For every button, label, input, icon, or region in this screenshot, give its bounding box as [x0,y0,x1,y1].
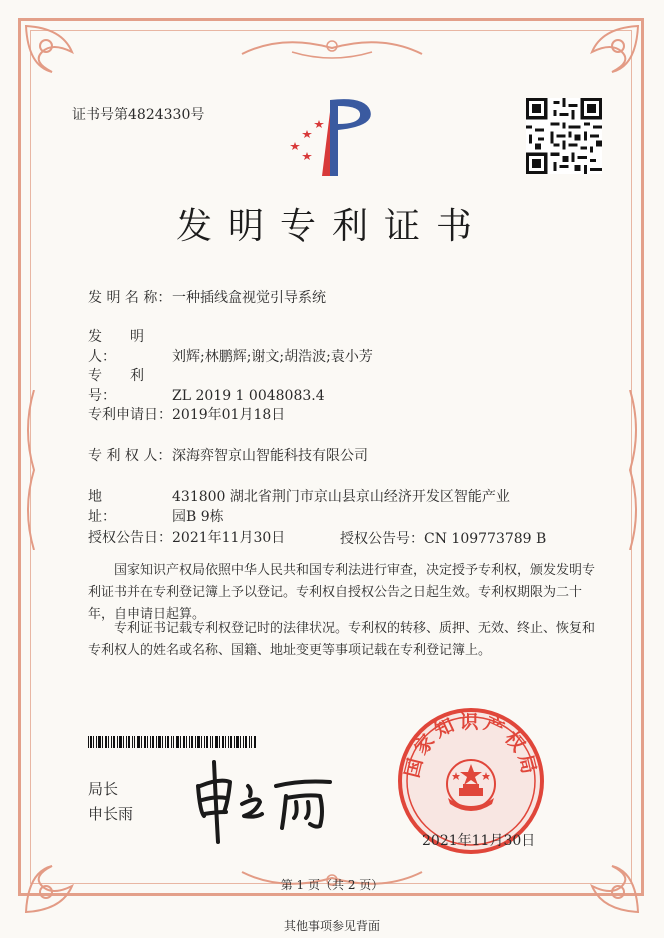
right-side-ornament [614,390,644,550]
corner-ornament-top-right [572,22,642,92]
field-patent-number [88,366,325,406]
field-grant-date [88,528,285,548]
field-value: 2021年11月30日 [172,530,286,546]
director-title: 局长 [88,780,119,798]
field-inventors [88,327,373,367]
field-address [88,487,512,527]
statement-paragraph-2: 专利证书记载专利权登记时的法律状况。专利权的转移、质押、无效、终止、恢复和专利权人的姓名或名称、国籍、地址变更等事项记载在专利登记簿上。 [88,621,596,658]
corner-ornament-top-left [22,22,92,92]
footer-note: 其他事项参见背面 [283,919,380,933]
field-invention-name [88,288,326,308]
field-label: 发 明 人： [88,329,172,365]
field-label: 授权公告号： [340,531,424,547]
field-value: 2019年01月18日 [172,407,286,423]
seal-text: 国家知识产权局 [401,710,541,780]
field-value: ZL 2019 1 0048083.4 [172,388,325,404]
top-ornament [232,30,432,66]
field-value: 一种插线盒视觉引导系统 [172,290,326,306]
handwritten-signature [190,756,340,846]
field-application-date [88,405,285,425]
barcode [88,733,256,745]
field-value: 刘辉;林鹏辉;谢文;胡浩波;袁小芳 [172,349,373,365]
qr-code [526,98,602,174]
field-label: 发 明 名 称： [88,290,172,306]
field-label: 专利申请日： [88,407,172,423]
field-label: 授权公告日： [88,530,172,546]
cnipa-logo [284,92,384,182]
seal-date: 2021年11月30日 [422,833,536,849]
field-label: 地 址： [88,489,172,525]
certificate-number: 证书号第4824330号 [72,107,205,123]
certificate-title: 发明专利证书 [175,206,488,247]
field-value: 431800 湖北省荆门市京山县京山经济开发区智能产业园B 9栋 [172,489,510,525]
page-number: 第 1 页（共 2 页） [280,878,384,892]
left-side-ornament [20,390,50,550]
field-label: 专 利 权 人： [88,448,172,464]
field-patentee [88,446,368,466]
field-value: CN 109773789 B [424,531,547,547]
statement-paragraph-1: 国家知识产权局依照中华人民共和国专利法进行审查，决定授予专利权，颁发发明专利证书并在专利登记簿上予以登记。专利权自授权公告之日起生效。专利权期限为二十年，自申请日起算。 [88,563,596,622]
field-publication-number [340,528,546,548]
field-label: 专 利 号： [88,368,172,404]
director-name: 申长雨 [88,805,134,823]
field-value: 深海弈智京山智能科技有限公司 [172,448,368,464]
